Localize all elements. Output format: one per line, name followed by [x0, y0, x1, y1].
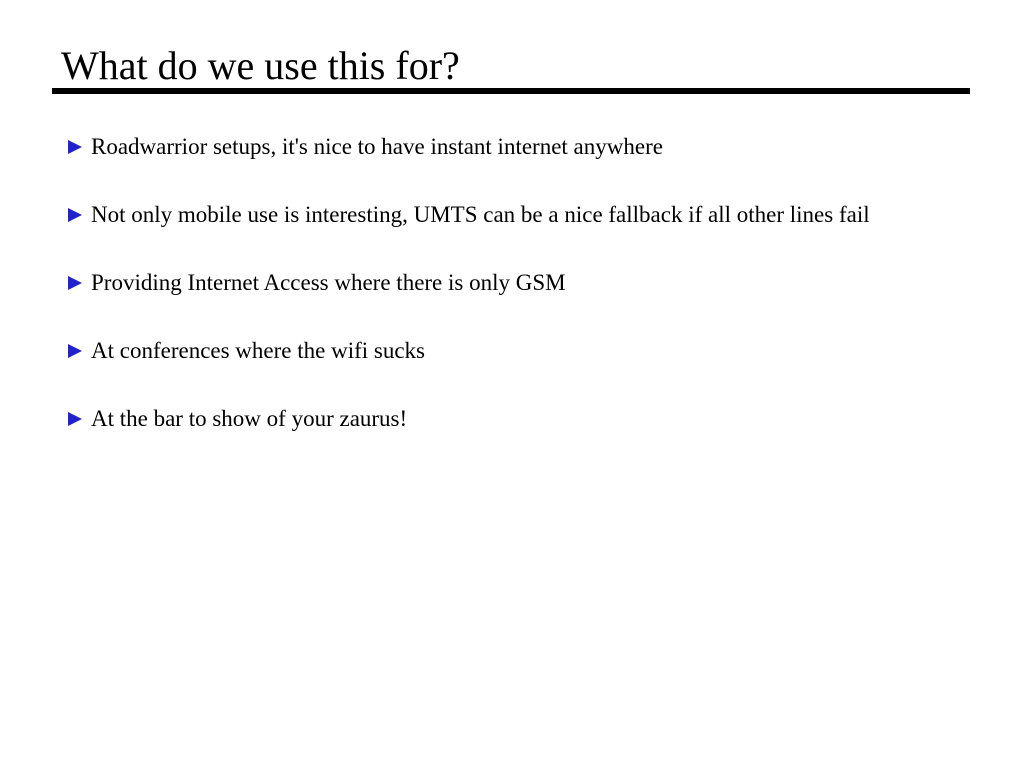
- bullet-item: [68, 133, 870, 161]
- right-triangle-icon: [68, 208, 82, 222]
- slide-title: What do we use this for?: [61, 43, 460, 88]
- bullet-item: [68, 269, 870, 297]
- right-triangle-icon: [68, 412, 82, 426]
- right-triangle-icon: [68, 276, 82, 290]
- bullet-text: At the bar to show of your zaurus!: [91, 406, 408, 431]
- bullet-text: Roadwarrior setups, it's nice to have instant internet anywhere: [91, 134, 663, 159]
- right-triangle-icon: [68, 140, 82, 154]
- bullet-text: Not only mobile use is interesting, UMTS can be a nice fallback if all other lines fail: [91, 202, 870, 227]
- right-triangle-icon: [68, 344, 82, 358]
- bullet-text: At conferences where the wifi sucks: [91, 338, 426, 363]
- bullet-item: [68, 405, 870, 433]
- title-underline-rule: [52, 88, 970, 94]
- bullet-list: [68, 133, 870, 473]
- bullet-item: [68, 337, 870, 365]
- bullet-text: Providing Internet Access where there is only GSM: [91, 270, 566, 295]
- bullet-item: [68, 201, 870, 229]
